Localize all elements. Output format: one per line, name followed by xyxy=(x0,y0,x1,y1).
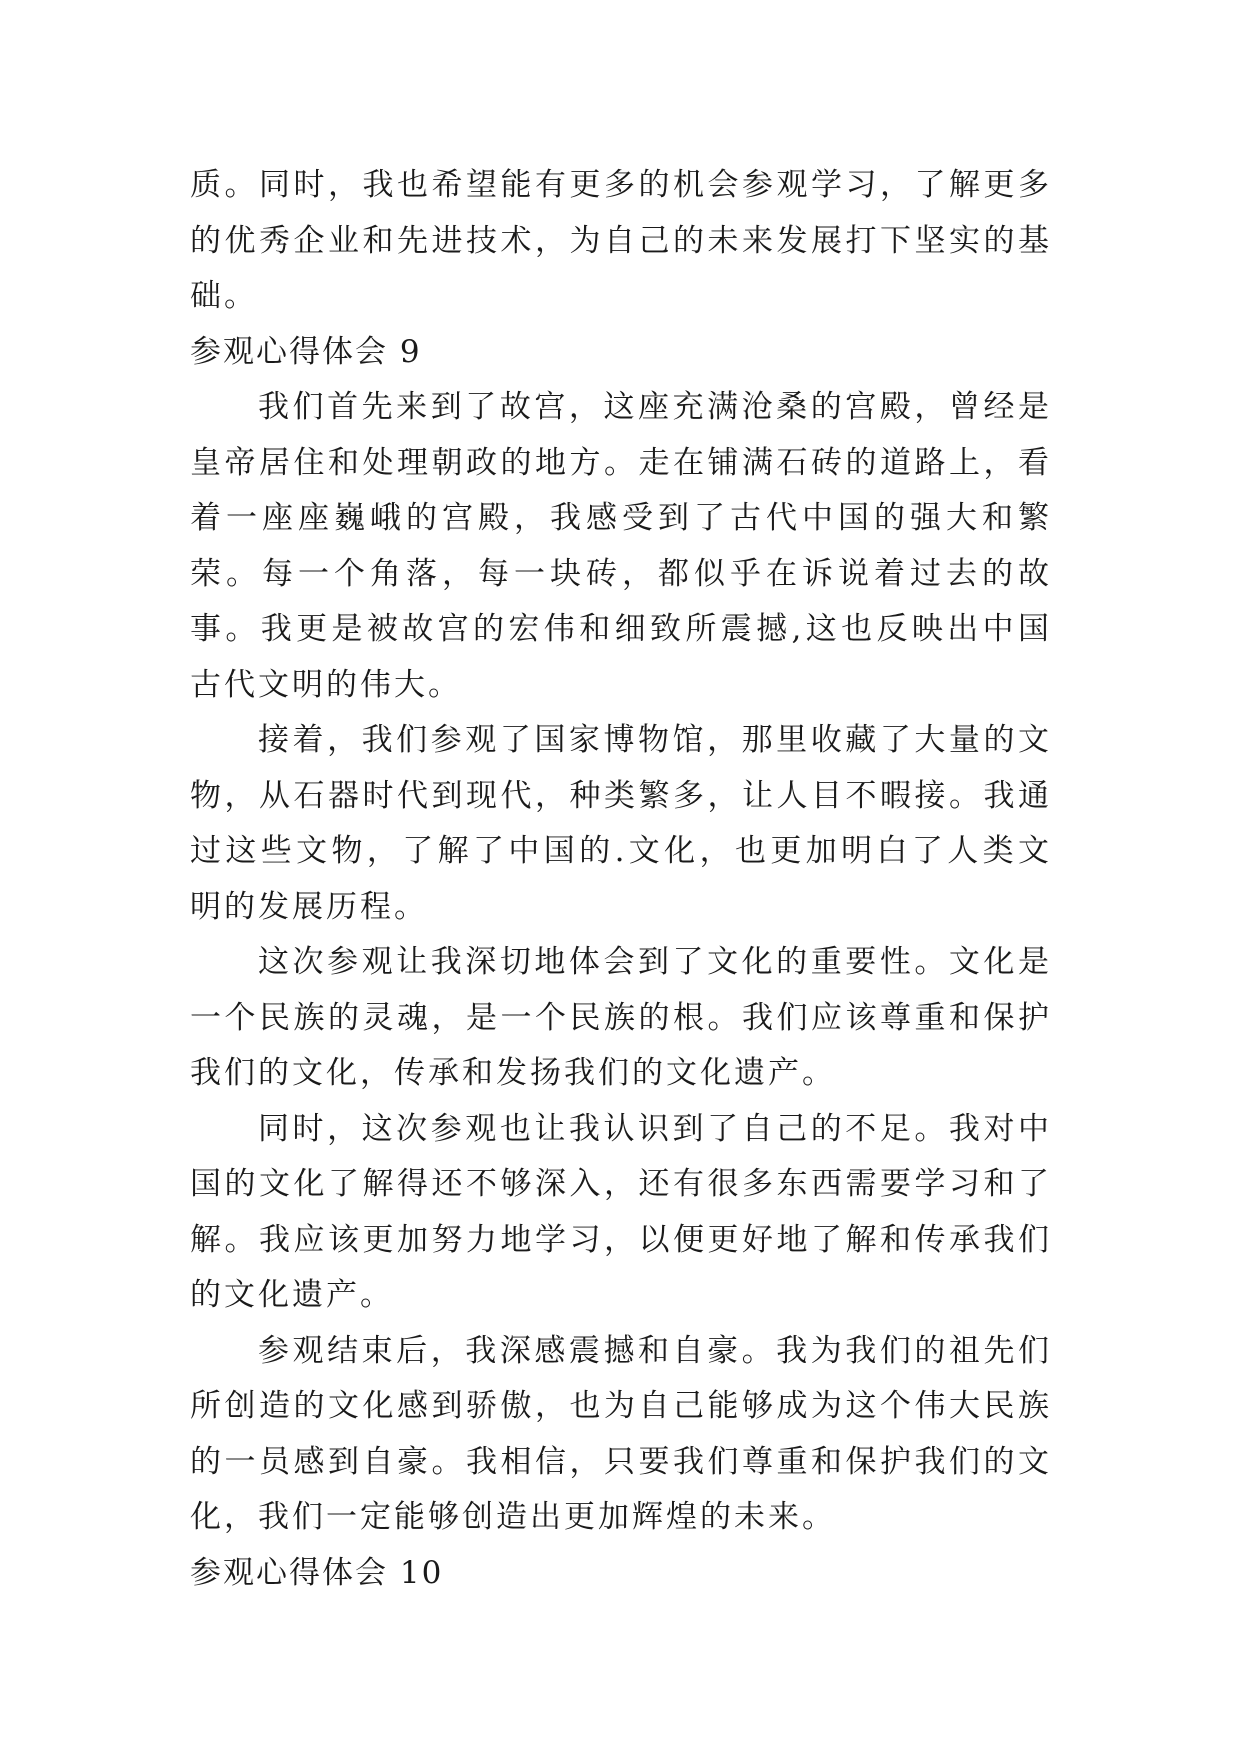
document-body xyxy=(190,158,1052,1601)
paragraph-importance-of-culture: 这次参观让我深切地体会到了文化的重要性。文化是一个民族的灵魂，是一个民族的根。我们应该尊重和保护我们的文化，传承和发扬我们的文化遗产。 xyxy=(190,944,1052,1091)
paragraph-shortcomings: 同时，这次参观也让我认识到了自己的不足。我对中国的文化了解得还不够深入，还有很多东西需要学习和了解。我应该更加努力地学习，以便更好地了解和传承我们的文化遗产。 xyxy=(190,1110,1052,1313)
section-heading-10: 参观心得体会 10 xyxy=(190,1554,444,1591)
paragraph-conclusion: 参观结束后，我深感震撼和自豪。我为我们的祖先们所创造的文化感到骄傲，也为自己能够成为这个伟大民族的一员感到自豪。我相信，只要我们尊重和保护我们的文化，我们一定能够创造出更加辉煌的未来。 xyxy=(190,1332,1052,1535)
paragraph-national-museum: 接着，我们参观了国家博物馆，那里收藏了大量的文物，从石器时代到现代，种类繁多，让人目不暇接。我通过这些文物，了解了中国的.文化，也更加明白了人类文明的发展历程。 xyxy=(190,722,1052,925)
section-heading-9: 参观心得体会 9 xyxy=(190,333,422,370)
paragraph-palace-museum: 我们首先来到了故宫，这座充满沧桑的宫殿，曾经是皇帝居住和处理朝政的地方。走在铺满石砖的道路上，看着一座座巍峨的宫殿，我感受到了古代中国的强大和繁荣。每一个角落，每一块砖，都似乎在诉说着过去的故事。我更是被故宫的宏伟和细致所震撼,这也反映出中国古代文明的伟大。 xyxy=(190,389,1052,703)
paragraph-continuation: 质。同时，我也希望能有更多的机会参观学习，了解更多的优秀企业和先进技术，为自己的未来发展打下坚实的基础。 xyxy=(190,167,1052,314)
